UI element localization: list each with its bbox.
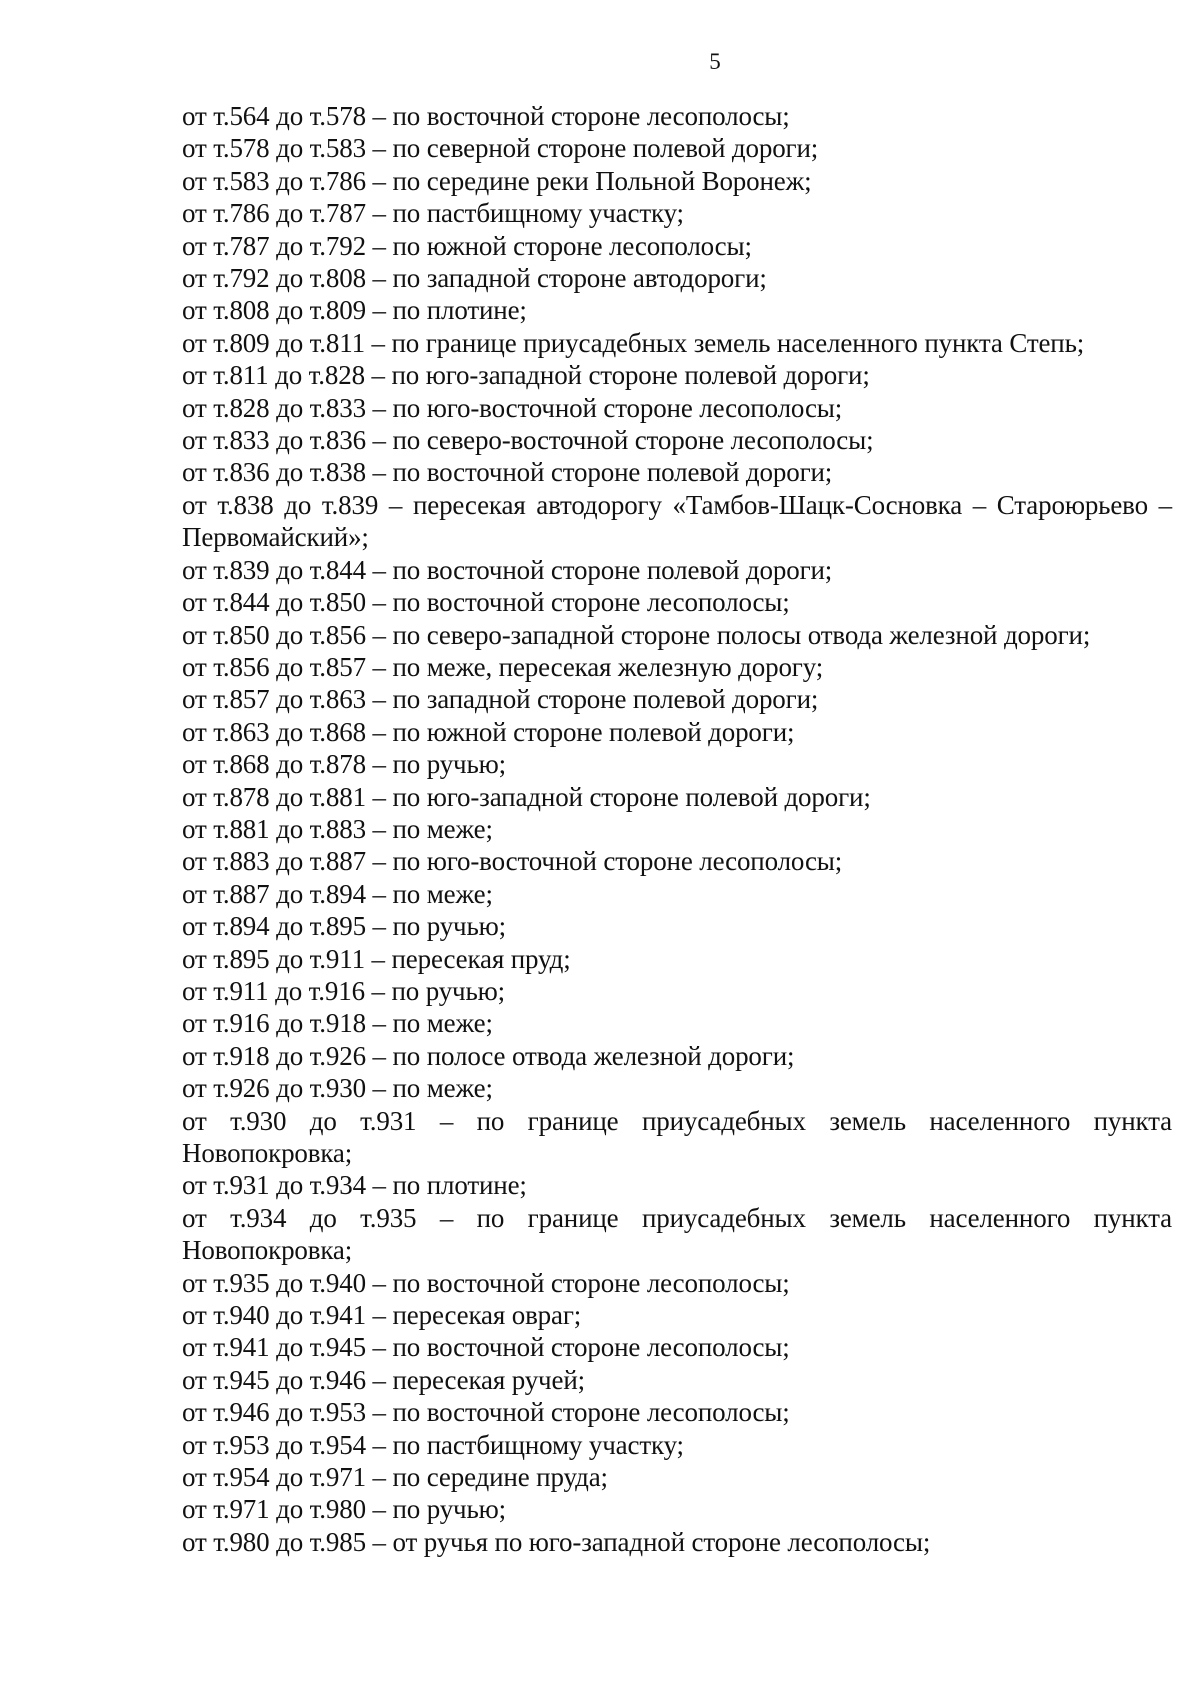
boundary-line: от т.808 до т.809 – по плотине; [182, 295, 527, 326]
boundary-line: от т.836 до т.838 – по восточной стороне полевой дороги; [182, 457, 833, 488]
boundary-line: от т.786 до т.787 – по пастбищному участку; [182, 198, 684, 229]
boundary-line: от т.564 до т.578 – по восточной стороне лесополосы; [182, 101, 790, 131]
boundary-line: от т.940 до т.941 – пересекая овраг; [182, 1300, 582, 1331]
boundary-line: от т.916 до т.918 – по меже; [182, 1008, 493, 1039]
boundary-line: от т.844 до т.850 – по восточной стороне лесополосы; [182, 587, 790, 618]
boundary-line: от т.856 до т.857 – по меже, пересекая железную дорогу; [182, 651, 824, 682]
boundary-line: от т.980 до т.985 – от ручья по юго-западной стороне лесополосы; [182, 1526, 931, 1557]
boundary-line: от т.930 до т.931 – по границе приусадебных земель населенного пункта Новопокровка; [182, 1105, 1172, 1168]
boundary-line: от т.857 до т.863 – по западной стороне полевой дороги; [182, 684, 819, 715]
boundary-line: от т.792 до т.808 – по западной стороне автодороги; [182, 263, 767, 294]
boundary-line: от т.863 до т.868 – по южной стороне полевой дороги; [182, 716, 795, 747]
boundary-line: от т.578 до т.583 – по северной стороне полевой дороги; [182, 133, 819, 164]
boundary-line: от т.881 до т.883 – по меже; [182, 813, 493, 844]
boundary-line: от т.945 до т.946 – пересекая ручей; [182, 1364, 585, 1395]
boundary-line: от т.894 до т.895 – по ручью; [182, 911, 507, 942]
boundary-line: от т.926 до т.930 – по меже; [182, 1073, 493, 1104]
boundary-line: от т.954 до т.971 – по середине пруда; [182, 1462, 608, 1493]
boundary-line: от т.934 до т.935 – по границе приусадебных земель населенного пункта Новопокровка; [182, 1202, 1172, 1266]
boundary-description [182, 100, 1172, 1558]
boundary-line: от т.838 до т.839 – пересекая автодорогу «Тамбов-Шацк-Сосновка – Староюрьево – Первомайский»; [182, 489, 1172, 553]
boundary-line: от т.931 до т.934 – по плотине; [182, 1170, 527, 1201]
boundary-line: от т.895 до т.911 – пересекая пруд; [182, 943, 571, 974]
boundary-line: от т.953 до т.954 – по пастбищному участку; [182, 1429, 684, 1460]
page-number: 5 [709, 49, 721, 74]
boundary-line: от т.868 до т.878 – по ручью; [182, 749, 507, 780]
boundary-line: от т.918 до т.926 – по полосе отвода железной дороги; [182, 1040, 795, 1071]
boundary-line: от т.883 до т.887 – по юго-восточной стороне лесополосы; [182, 846, 843, 877]
boundary-line: от т.878 до т.881 – по юго-западной стороне полевой дороги; [182, 781, 871, 812]
boundary-line: от т.811 до т.828 – по юго-западной стороне полевой дороги; [182, 360, 870, 391]
boundary-line: от т.828 до т.833 – по юго-восточной стороне лесополосы; [182, 392, 843, 423]
boundary-line: от т.809 до т.811 – по границе приусадебных земель населенного пункта Степь; [182, 327, 1085, 358]
boundary-line: от т.971 до т.980 – по ручью; [182, 1494, 507, 1525]
boundary-line: от т.935 до т.940 – по восточной стороне лесополосы; [182, 1267, 790, 1298]
boundary-line: от т.850 до т.856 – по северо-западной стороне полосы отвода железной дороги; [182, 619, 1091, 650]
boundary-line: от т.787 до т.792 – по южной стороне лесополосы; [182, 230, 752, 261]
boundary-line: от т.833 до т.836 – по северо-восточной стороне лесополосы; [182, 425, 874, 456]
boundary-line: от т.887 до т.894 – по меже; [182, 878, 493, 909]
boundary-line: от т.839 до т.844 – по восточной стороне полевой дороги; [182, 554, 833, 585]
boundary-line: от т.946 до т.953 – по восточной стороне лесополосы; [182, 1397, 790, 1428]
boundary-line: от т.583 до т.786 – по середине реки Польной Воронеж; [182, 165, 812, 196]
boundary-line: от т.941 до т.945 – по восточной стороне лесополосы; [182, 1332, 790, 1363]
boundary-line: от т.911 до т.916 – по ручью; [182, 975, 506, 1006]
